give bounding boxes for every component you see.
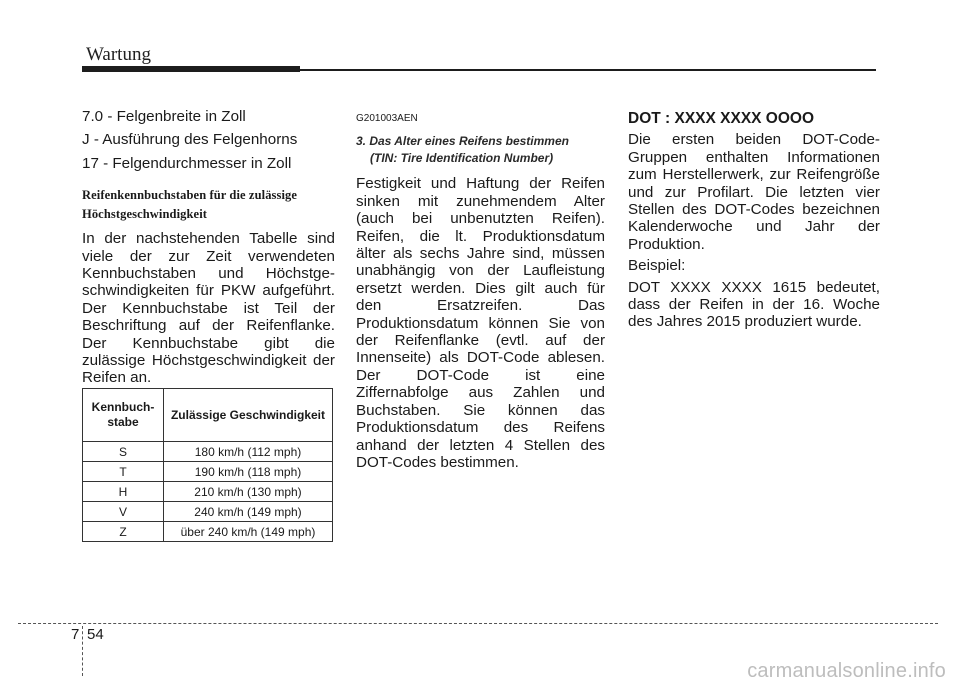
table-cell-speed: 210 km/h (130 mph) — [164, 482, 333, 502]
column-left — [82, 108, 335, 387]
tire-age-subtitle: (TIN: Tire Identification Number) — [370, 151, 554, 166]
tire-age-heading — [356, 133, 605, 167]
page-number: 54 — [87, 626, 104, 643]
dot-code-paragraph: Die ersten beiden DOT-Code-Gruppen enthalten Informationen zum Herstellerwerk, zur Reifengröße und zur Profilart. Die letzten vier Stellen des DOT-Codes bezeichnen Kalenderwoche und Jahr der Produktion. — [628, 131, 880, 253]
table-row — [83, 442, 333, 462]
spec-line: 17 - Felgendurchmesser in Zoll — [82, 154, 292, 172]
example-paragraph: DOT XXXX XXXX 1615 bedeutet, dass der Reifen in der 16. Woche des Jahres 2015 produziert wurde. — [628, 278, 880, 331]
dot-code-heading: DOT : XXXX XXXX OOOO — [628, 110, 815, 127]
column-middle — [356, 108, 605, 471]
table-cell-speed: 240 km/h (149 mph) — [164, 502, 333, 522]
footer-divider — [82, 626, 83, 676]
table-header-letter: Kennbuch-stabe — [83, 389, 164, 442]
table-cell-speed: 180 km/h (112 mph) — [164, 442, 333, 462]
table-cell-letter: V — [83, 502, 164, 522]
table-cell-letter: H — [83, 482, 164, 502]
table-header-row — [83, 389, 333, 442]
table-row — [83, 502, 333, 522]
table-row — [83, 522, 333, 542]
speed-rating-table — [82, 388, 333, 542]
header-rule-thin — [300, 69, 876, 71]
table-cell-speed: über 240 km/h (149 mph) — [164, 522, 333, 542]
spec-line: J - Ausführung des Felgenhorns — [82, 131, 298, 149]
table-cell-letter: T — [83, 462, 164, 482]
tire-age-paragraph: Festigkeit und Haftung der Reifen sinken mit zunehmendem Alter (auch bei unbenutzten Reifen). Reifen, die lt. Produktionsdatum älter als sechs Jahre sind, müssen unabhängig von der Laufleistung ersetzt werden. Dies gilt auch für den Ersatzreifen. Das Produktionsdatum können Sie von der Reifenflanke (evtl. auf der Innenseite) als DOT-Code ablesen. Der DOT-Code ist eine Ziffernabfolge aus Zahlen und Buchstaben. Sie können das Produktionsdatum des Reifens anhand der letzten 4 Stellen des DOT-Codes bestimmen. — [356, 175, 605, 471]
table-header-speed: Zulässige Geschwindigkeit — [164, 389, 333, 442]
watermark: carmanualsonline.info — [747, 660, 946, 682]
column-right — [628, 108, 880, 331]
reference-code: G201003AEN — [356, 113, 418, 124]
header-rule-thick — [82, 66, 300, 72]
spec-line: 7.0 - Felgenbreite in Zoll — [82, 108, 246, 125]
tire-age-title: 3. Das Alter eines Reifens bestimmen — [356, 134, 569, 149]
table-cell-letter: Z — [83, 522, 164, 542]
table-cell-letter: S — [83, 442, 164, 462]
table-row — [83, 482, 333, 502]
page-section-title: Wartung — [86, 44, 151, 65]
footer-rule — [18, 623, 938, 624]
table-cell-speed: 190 km/h (118 mph) — [164, 462, 333, 482]
example-label: Beispiel: — [628, 257, 686, 275]
speed-rating-paragraph: In der nachstehenden Tabelle sind viele der zur Zeit verwendeten Kennbuchstaben und Höchstge-schwindigkeiten für PKW aufgeführt. Der Kennbuchstabe ist Teil der Beschriftung auf der Reifenflanke. Der Kennbuchstabe gibt die zulässige Höchstgeschwindigkeit der Reifen an. — [82, 230, 335, 387]
table-row — [83, 462, 333, 482]
chapter-number: 7 — [71, 626, 80, 643]
speed-rating-subheading: Reifenkennbuchstaben für die zulässige Höchstgeschwindigkeit — [82, 188, 298, 222]
